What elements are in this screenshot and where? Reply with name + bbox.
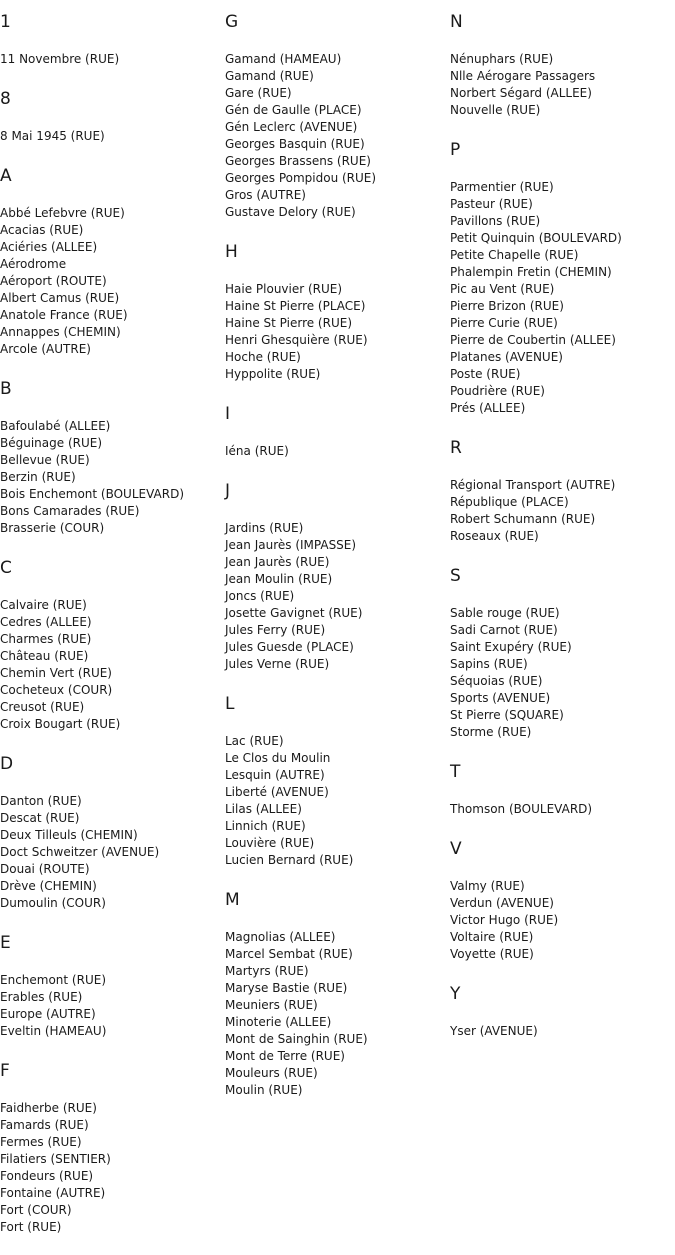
street-item: Béguinage (RUE) (0, 436, 103, 450)
letter-heading: 8 (0, 89, 11, 109)
street-item: Norbert Ségard (ALLEE) (450, 86, 592, 100)
street-item: Mouleurs (RUE) (225, 1066, 318, 1080)
street-item: Albert Camus (RUE) (0, 291, 120, 305)
street-item: Martyrs (RUE) (225, 964, 309, 978)
street-item: Drève (CHEMIN) (0, 879, 97, 893)
street-item: Berzin (RUE) (0, 470, 76, 484)
street-item: Voyette (RUE) (450, 947, 534, 961)
street-item: Pierre de Coubertin (ALLEE) (450, 333, 616, 347)
letter-heading: L (225, 694, 235, 714)
street-list (0, 972, 225, 1040)
street-item: Nlle Aérogare Passagers (450, 69, 596, 83)
street-item: Brasserie (COUR) (0, 521, 105, 535)
street-list (0, 51, 225, 68)
street-item: Iéna (RUE) (225, 444, 289, 458)
street-item: Fontaine (AUTRE) (0, 1186, 106, 1200)
street-list (225, 443, 450, 460)
street-item: Pierre Curie (RUE) (450, 316, 558, 330)
street-list (225, 51, 450, 221)
index-column (0, 10, 225, 1255)
street-item: Josette Gavignet (RUE) (225, 606, 363, 620)
street-list (225, 520, 450, 673)
street-item: Minoterie (ALLEE) (225, 1015, 332, 1029)
letter-group (450, 10, 675, 119)
street-item: Annappes (CHEMIN) (0, 325, 121, 339)
street-item: Creusot (RUE) (0, 700, 85, 714)
letter-heading: F (0, 1061, 10, 1081)
letter-group (0, 164, 225, 358)
street-item: St Pierre (SQUARE) (450, 708, 564, 722)
letter-group (225, 692, 450, 869)
letter-heading: 1 (0, 12, 11, 32)
street-item: Fermes (RUE) (0, 1135, 82, 1149)
street-item: Moulin (RUE) (225, 1083, 303, 1097)
letter-group (450, 982, 675, 1040)
street-item: Aérodrome (0, 257, 67, 271)
street-item: Platanes (AVENUE) (450, 350, 563, 364)
letter-heading: M (225, 890, 240, 910)
street-item: Fort (COUR) (0, 1203, 72, 1217)
street-item: Nouvelle (RUE) (450, 103, 541, 117)
street-item: Sable rouge (RUE) (450, 606, 560, 620)
street-item: Cocheteux (COUR) (0, 683, 113, 697)
street-item: Jean Jaurès (RUE) (225, 555, 330, 569)
street-list (450, 51, 675, 119)
letter-heading: B (0, 379, 12, 399)
street-item: Hoche (RUE) (225, 350, 301, 364)
street-item: Lilas (ALLEE) (225, 802, 302, 816)
street-item: Phalempin Fretin (CHEMIN) (450, 265, 612, 279)
street-list (0, 418, 225, 537)
letter-heading: N (450, 12, 463, 32)
street-item: Saint Exupéry (RUE) (450, 640, 572, 654)
letter-heading: H (225, 242, 238, 262)
letter-group (450, 564, 675, 741)
street-item: Poste (RUE) (450, 367, 521, 381)
street-item: Magnolias (ALLEE) (225, 930, 336, 944)
street-item: Gros (AUTRE) (225, 188, 306, 202)
street-item: Charmes (RUE) (0, 632, 92, 646)
index-column (225, 10, 450, 1118)
letter-group (450, 837, 675, 963)
street-item: Doct Schweitzer (AVENUE) (0, 845, 160, 859)
street-item: Croix Bougart (RUE) (0, 717, 121, 731)
street-list (450, 477, 675, 545)
street-item: Georges Pompidou (RUE) (225, 171, 377, 185)
street-list (0, 205, 225, 358)
street-item: Douai (ROUTE) (0, 862, 90, 876)
letter-group (0, 87, 225, 145)
street-item: Yser (AVENUE) (450, 1024, 538, 1038)
letter-heading: E (0, 933, 11, 953)
street-item: Jean Moulin (RUE) (225, 572, 333, 586)
street-item: Famards (RUE) (0, 1118, 89, 1132)
street-item: Pierre Brizon (RUE) (450, 299, 564, 313)
letter-heading: Y (450, 984, 461, 1004)
letter-group (225, 10, 450, 221)
street-item: Erables (RUE) (0, 990, 83, 1004)
street-item: Jardins (RUE) (225, 521, 304, 535)
street-item: Danton (RUE) (0, 794, 82, 808)
street-item: Henri Ghesquière (RUE) (225, 333, 368, 347)
street-item: Poudrière (RUE) (450, 384, 545, 398)
street-item: Fort (RUE) (0, 1220, 62, 1234)
street-item: Gamand (HAMEAU) (225, 52, 342, 66)
street-item: Dumoulin (COUR) (0, 896, 106, 910)
letter-group (225, 402, 450, 460)
street-item: Fondeurs (RUE) (0, 1169, 94, 1183)
street-item: Robert Schumann (RUE) (450, 512, 596, 526)
street-item: Roseaux (RUE) (450, 529, 539, 543)
street-item: Bons Camarades (RUE) (0, 504, 140, 518)
street-list (450, 605, 675, 741)
letter-group (225, 240, 450, 383)
street-list (0, 793, 225, 912)
street-item: Aéroport (ROUTE) (0, 274, 107, 288)
street-item: Storme (RUE) (450, 725, 532, 739)
letter-heading: C (0, 558, 12, 578)
street-item: Gustave Delory (RUE) (225, 205, 356, 219)
street-item: Bois Enchemont (BOULEVARD) (0, 487, 185, 501)
street-list (225, 929, 450, 1099)
street-item: Georges Brassens (RUE) (225, 154, 371, 168)
letter-heading: G (225, 12, 239, 32)
street-item: Mont de Sainghin (RUE) (225, 1032, 368, 1046)
street-item: Petite Chapelle (RUE) (450, 248, 579, 262)
street-item: Georges Basquin (RUE) (225, 137, 365, 151)
street-list (225, 281, 450, 383)
letter-group (450, 436, 675, 545)
street-item: Haine St Pierre (RUE) (225, 316, 352, 330)
street-item: Descat (RUE) (0, 811, 80, 825)
letter-heading: I (225, 404, 231, 424)
letter-group (0, 10, 225, 68)
street-item: Chemin Vert (RUE) (0, 666, 112, 680)
letter-heading: V (450, 839, 462, 859)
street-list (0, 128, 225, 145)
street-list (0, 597, 225, 733)
street-item: Haie Plouvier (RUE) (225, 282, 343, 296)
street-item: Victor Hugo (RUE) (450, 913, 559, 927)
street-item: République (PLACE) (450, 495, 569, 509)
street-item: 11 Novembre (RUE) (0, 52, 120, 66)
street-item: Verdun (AVENUE) (450, 896, 554, 910)
street-item: Europe (AUTRE) (0, 1007, 96, 1021)
street-item: Jean Jaurès (IMPASSE) (225, 538, 357, 552)
street-item: Linnich (RUE) (225, 819, 306, 833)
index-column (450, 10, 675, 1059)
letter-heading: D (0, 754, 14, 774)
street-item: Enchemont (RUE) (0, 973, 106, 987)
letter-group (225, 888, 450, 1099)
street-item: Louvière (RUE) (225, 836, 315, 850)
street-item: Aciéries (ALLEE) (0, 240, 98, 254)
street-item: Haine St Pierre (PLACE) (225, 299, 366, 313)
street-item: Petit Quinquin (BOULEVARD) (450, 231, 622, 245)
street-item: 8 Mai 1945 (RUE) (0, 129, 105, 143)
street-item: Liberté (AVENUE) (225, 785, 329, 799)
letter-heading: A (0, 166, 12, 186)
letter-group (0, 931, 225, 1040)
street-item: Marcel Sembat (RUE) (225, 947, 353, 961)
street-item: Abbé Lefebvre (RUE) (0, 206, 125, 220)
street-item: Mont de Terre (RUE) (225, 1049, 345, 1063)
letter-heading: S (450, 566, 461, 586)
street-item: Voltaire (RUE) (450, 930, 534, 944)
street-item: Jules Ferry (RUE) (225, 623, 326, 637)
street-item: Régional Transport (AUTRE) (450, 478, 616, 492)
street-item: Château (RUE) (0, 649, 89, 663)
street-item: Lesquin (AUTRE) (225, 768, 325, 782)
street-item: Sports (AVENUE) (450, 691, 551, 705)
letter-heading: T (450, 762, 461, 782)
street-item: Thomson (BOULEVARD) (450, 802, 593, 816)
street-item: Le Clos du Moulin (225, 751, 331, 765)
street-item: Arcole (AUTRE) (0, 342, 91, 356)
letter-group (0, 1059, 225, 1236)
street-item: Calvaire (RUE) (0, 598, 87, 612)
street-list (450, 1023, 675, 1040)
street-item: Filatiers (SENTIER) (0, 1152, 111, 1166)
street-list (450, 801, 675, 818)
street-item: Jules Guesde (PLACE) (225, 640, 354, 654)
street-list (225, 733, 450, 869)
letter-heading: R (450, 438, 462, 458)
letter-group (450, 760, 675, 818)
street-item: Anatole France (RUE) (0, 308, 128, 322)
street-item: Acacias (RUE) (0, 223, 84, 237)
street-item: Faidherbe (RUE) (0, 1101, 97, 1115)
street-item: Hyppolite (RUE) (225, 367, 321, 381)
street-item: Séquoias (RUE) (450, 674, 543, 688)
street-item: Joncs (RUE) (225, 589, 295, 603)
letter-group (0, 377, 225, 537)
street-item: Deux Tilleuls (CHEMIN) (0, 828, 138, 842)
street-item: Valmy (RUE) (450, 879, 525, 893)
street-item: Parmentier (RUE) (450, 180, 554, 194)
street-item: Nénuphars (RUE) (450, 52, 554, 66)
street-item: Pavillons (RUE) (450, 214, 541, 228)
street-item: Pasteur (RUE) (450, 197, 533, 211)
letter-group (450, 138, 675, 417)
letter-group (225, 479, 450, 673)
street-item: Eveltin (HAMEAU) (0, 1024, 107, 1038)
street-list (450, 878, 675, 963)
street-item: Jules Verne (RUE) (225, 657, 330, 671)
street-item: Lac (RUE) (225, 734, 284, 748)
street-item: Gén Leclerc (AVENUE) (225, 120, 358, 134)
street-list (450, 179, 675, 417)
street-item: Meuniers (RUE) (225, 998, 318, 1012)
letter-group (0, 752, 225, 912)
street-item: Bafoulabé (ALLEE) (0, 419, 111, 433)
street-item: Maryse Bastie (RUE) (225, 981, 348, 995)
street-item: Gamand (RUE) (225, 69, 314, 83)
street-item: Bellevue (RUE) (0, 453, 90, 467)
street-item: Gare (RUE) (225, 86, 292, 100)
street-item: Prés (ALLEE) (450, 401, 526, 415)
street-item: Gén de Gaulle (PLACE) (225, 103, 362, 117)
street-item: Sadi Carnot (RUE) (450, 623, 558, 637)
street-item: Lucien Bernard (RUE) (225, 853, 354, 867)
street-item: Sapins (RUE) (450, 657, 528, 671)
letter-heading: P (450, 140, 461, 160)
street-item: Pic au Vent (RUE) (450, 282, 555, 296)
street-item: Cedres (ALLEE) (0, 615, 92, 629)
letter-group (0, 556, 225, 733)
letter-heading: J (225, 481, 231, 501)
